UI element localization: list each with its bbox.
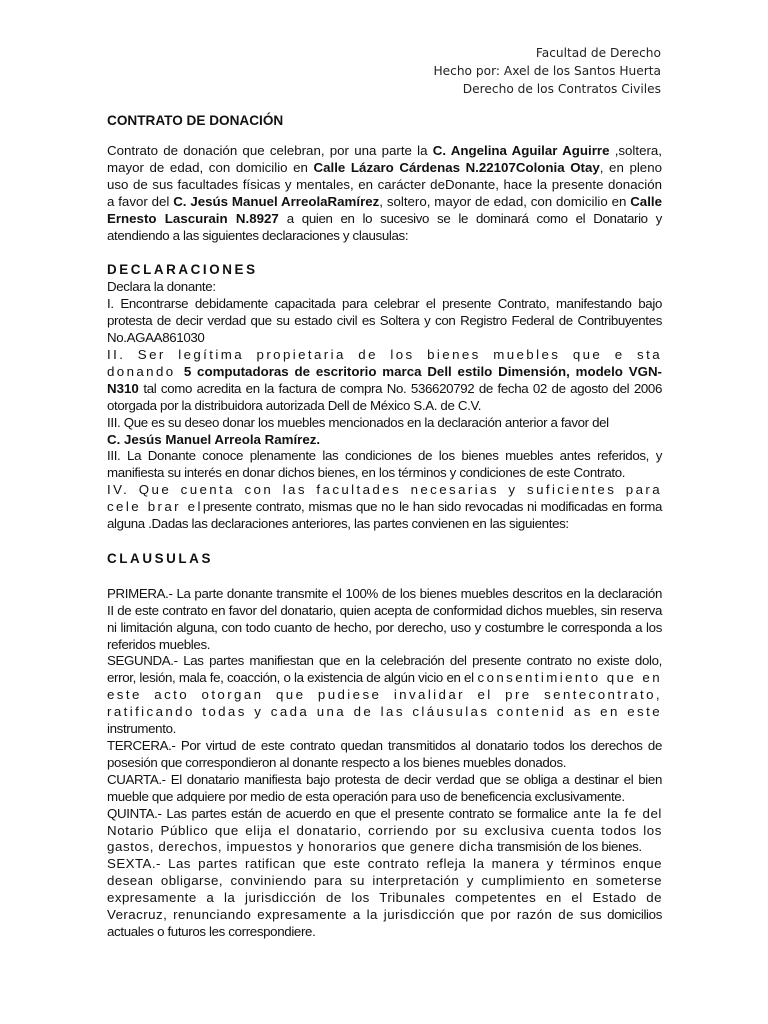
intro-text-1: Contrato de donación que celebran, por una parte la (107, 143, 433, 158)
intro-text-3: , en pleno uso de sus facultades físicas y mentales, en carácter deDonante, hace la presente donación a favor del (107, 159, 662, 209)
document-header (433, 44, 661, 98)
declaraciones-heading: DECLARACIONES (107, 262, 258, 278)
donated-goods: 5 computadoras de escritorio marca Dell estilo Dimensión, modelo VGN-N310 (107, 363, 662, 396)
donor-name: C. Angelina Aguilar Aguirre (432, 143, 610, 158)
recipient-name: C. Jesús Manuel ArreolaRamírez (173, 193, 380, 209)
recipient-address: Calle Ernesto Lascurain N.8927 (107, 193, 662, 226)
header-faculty: Facultad de Derecho (535, 46, 661, 60)
clausula-segunda (107, 653, 662, 738)
segunda-text-b: consentimiento que en este acto otorgan que pudiese invalidar el pre sentecontrato, ratificando todas y cada una de las cláusulas contenid as en este (107, 670, 662, 720)
declaracion-ii-text-2: tal como acredita en la factura de compra No. 536620792 de fecha 02 de agosto del 2006 otorgada por la distribuidora autorizada Dell de México S.A. de C.V. (107, 380, 662, 413)
declaracion-iv-text-2: presente contrato, mismas que no le han sido revocadas ni modificadas en forma alguna .Dadas las declaraciones anteriores, las partes convienen en las siguientes: (107, 499, 663, 532)
document-body (107, 143, 662, 941)
quinta-text-a: QUINTA.- Las partes están de acuerdo en que el presente contrato se formalice (107, 805, 568, 821)
declaracion-iii-a: III. Que es su deseo donar los muebles mencionados en la declaración anterior a favor del (107, 414, 609, 430)
intro-text-4: , soltero, mayor de edad, con domicilio en (379, 193, 631, 209)
sexta-text-a: SEXTA.- Las partes ratifican que este contrato refleja la manera y términos enque desean obligarse, conviniendo para su interpretación y cumplimiento en someterse expresamente a la jurisdicción de los Tribunales competentes en el Estado de Veracruz, renunciando expresamente a la jurisdicción que por razón de sus (107, 856, 662, 923)
header-course: Derecho de los Contratos Civiles (462, 82, 661, 96)
declaracion-iii-a-name (107, 432, 662, 449)
declaracion-ii (107, 347, 662, 415)
donor-address: Calle Lázaro Cárdenas N.22107Colonia Otay (313, 159, 600, 175)
declaracion-ii-text-1: II. Ser legítima propietaria de los bienes muebles que e sta donando (107, 346, 662, 379)
sexta-text-b: domicilios actuales o futuros les correspondiere. (107, 907, 662, 939)
intro-text-5: a quien en lo sucesivo se le dominará como el Donatario y atendiendo a las siguientes declaraciones y clausulas: (107, 210, 662, 243)
quinta-text-c: transmisión de los bienes. (493, 839, 642, 855)
clausula-quinta (107, 806, 662, 857)
segunda-text-a: SEGUNDA.- Las partes manifiestan que en la celebración del presente contrato no existe dolo, error, lesión, mala fe, coacción, o la existencia de algún vicio en el (107, 653, 662, 686)
intro-paragraph (107, 143, 662, 244)
document-title: CONTRATO DE DONACIÓN (107, 113, 284, 128)
declaracion-i: I. Encontrarse debidamente capacitada para celebrar el presente Contrato, manifestando bajo protesta de decir verdad que su estado civil es Soltera y con Registro Federal de Contribuyentes No.AGAA861030 (107, 296, 662, 346)
declaracion-iii-b: III. La Donante conoce plenamente las condiciones de los bienes muebles antes referidos, y manifiesta su interés en donar dichos bienes, en los términos y condiciones de este Contrato. (107, 448, 662, 481)
declaracion-iv-text-1: IV. Que cuenta con las facultades necesarias y suficientes para cele brar el (107, 482, 662, 515)
declaracion-iv (107, 482, 662, 533)
clausulas-heading: CLAUSULAS (107, 550, 213, 566)
segunda-text-c: instrumento. (107, 721, 176, 737)
declaracion-iii-recipient: C. Jesús Manuel Arreola Ramírez. (107, 431, 321, 447)
quinta-text-b: ante la fe del Notario Público que elija el donatario, corriendo por su exclusiva cuenta todos los gastos, derechos, impuestos y honorarios que genere dicha (107, 805, 662, 855)
clausula-primera: PRIMERA.- La parte donante transmite el 100% de los bienes muebles descritos en la declaración II de este contrato en favor del donatario, quien acepta de conformidad dichos muebles, sin reserva ni limitación alguna, con todo cuanto de hecho, por derecho, uso y costumbre le corresponda a los referidos muebles. (107, 585, 662, 652)
clausula-tercera: TERCERA.- Por virtud de este contrato quedan transmitidos al donatario todos los derechos de posesión que correspondieron al donante respecto a los bienes muebles donados. (107, 738, 662, 770)
intro-text-2: ,soltera, mayor de edad, con domicilio en (107, 143, 662, 175)
clausula-cuarta: CUARTA.- El donatario manifiesta bajo protesta de decir verdad que se obliga a destinar el bien mueble que adquiere por medio de esta operación para uso de beneficencia exclusivamente. (107, 771, 662, 804)
clausula-sexta (107, 856, 662, 941)
declaraciones-sub: Declara la donante: (107, 279, 216, 295)
header-author: Hecho por: Axel de los Santos Huerta (433, 64, 661, 78)
